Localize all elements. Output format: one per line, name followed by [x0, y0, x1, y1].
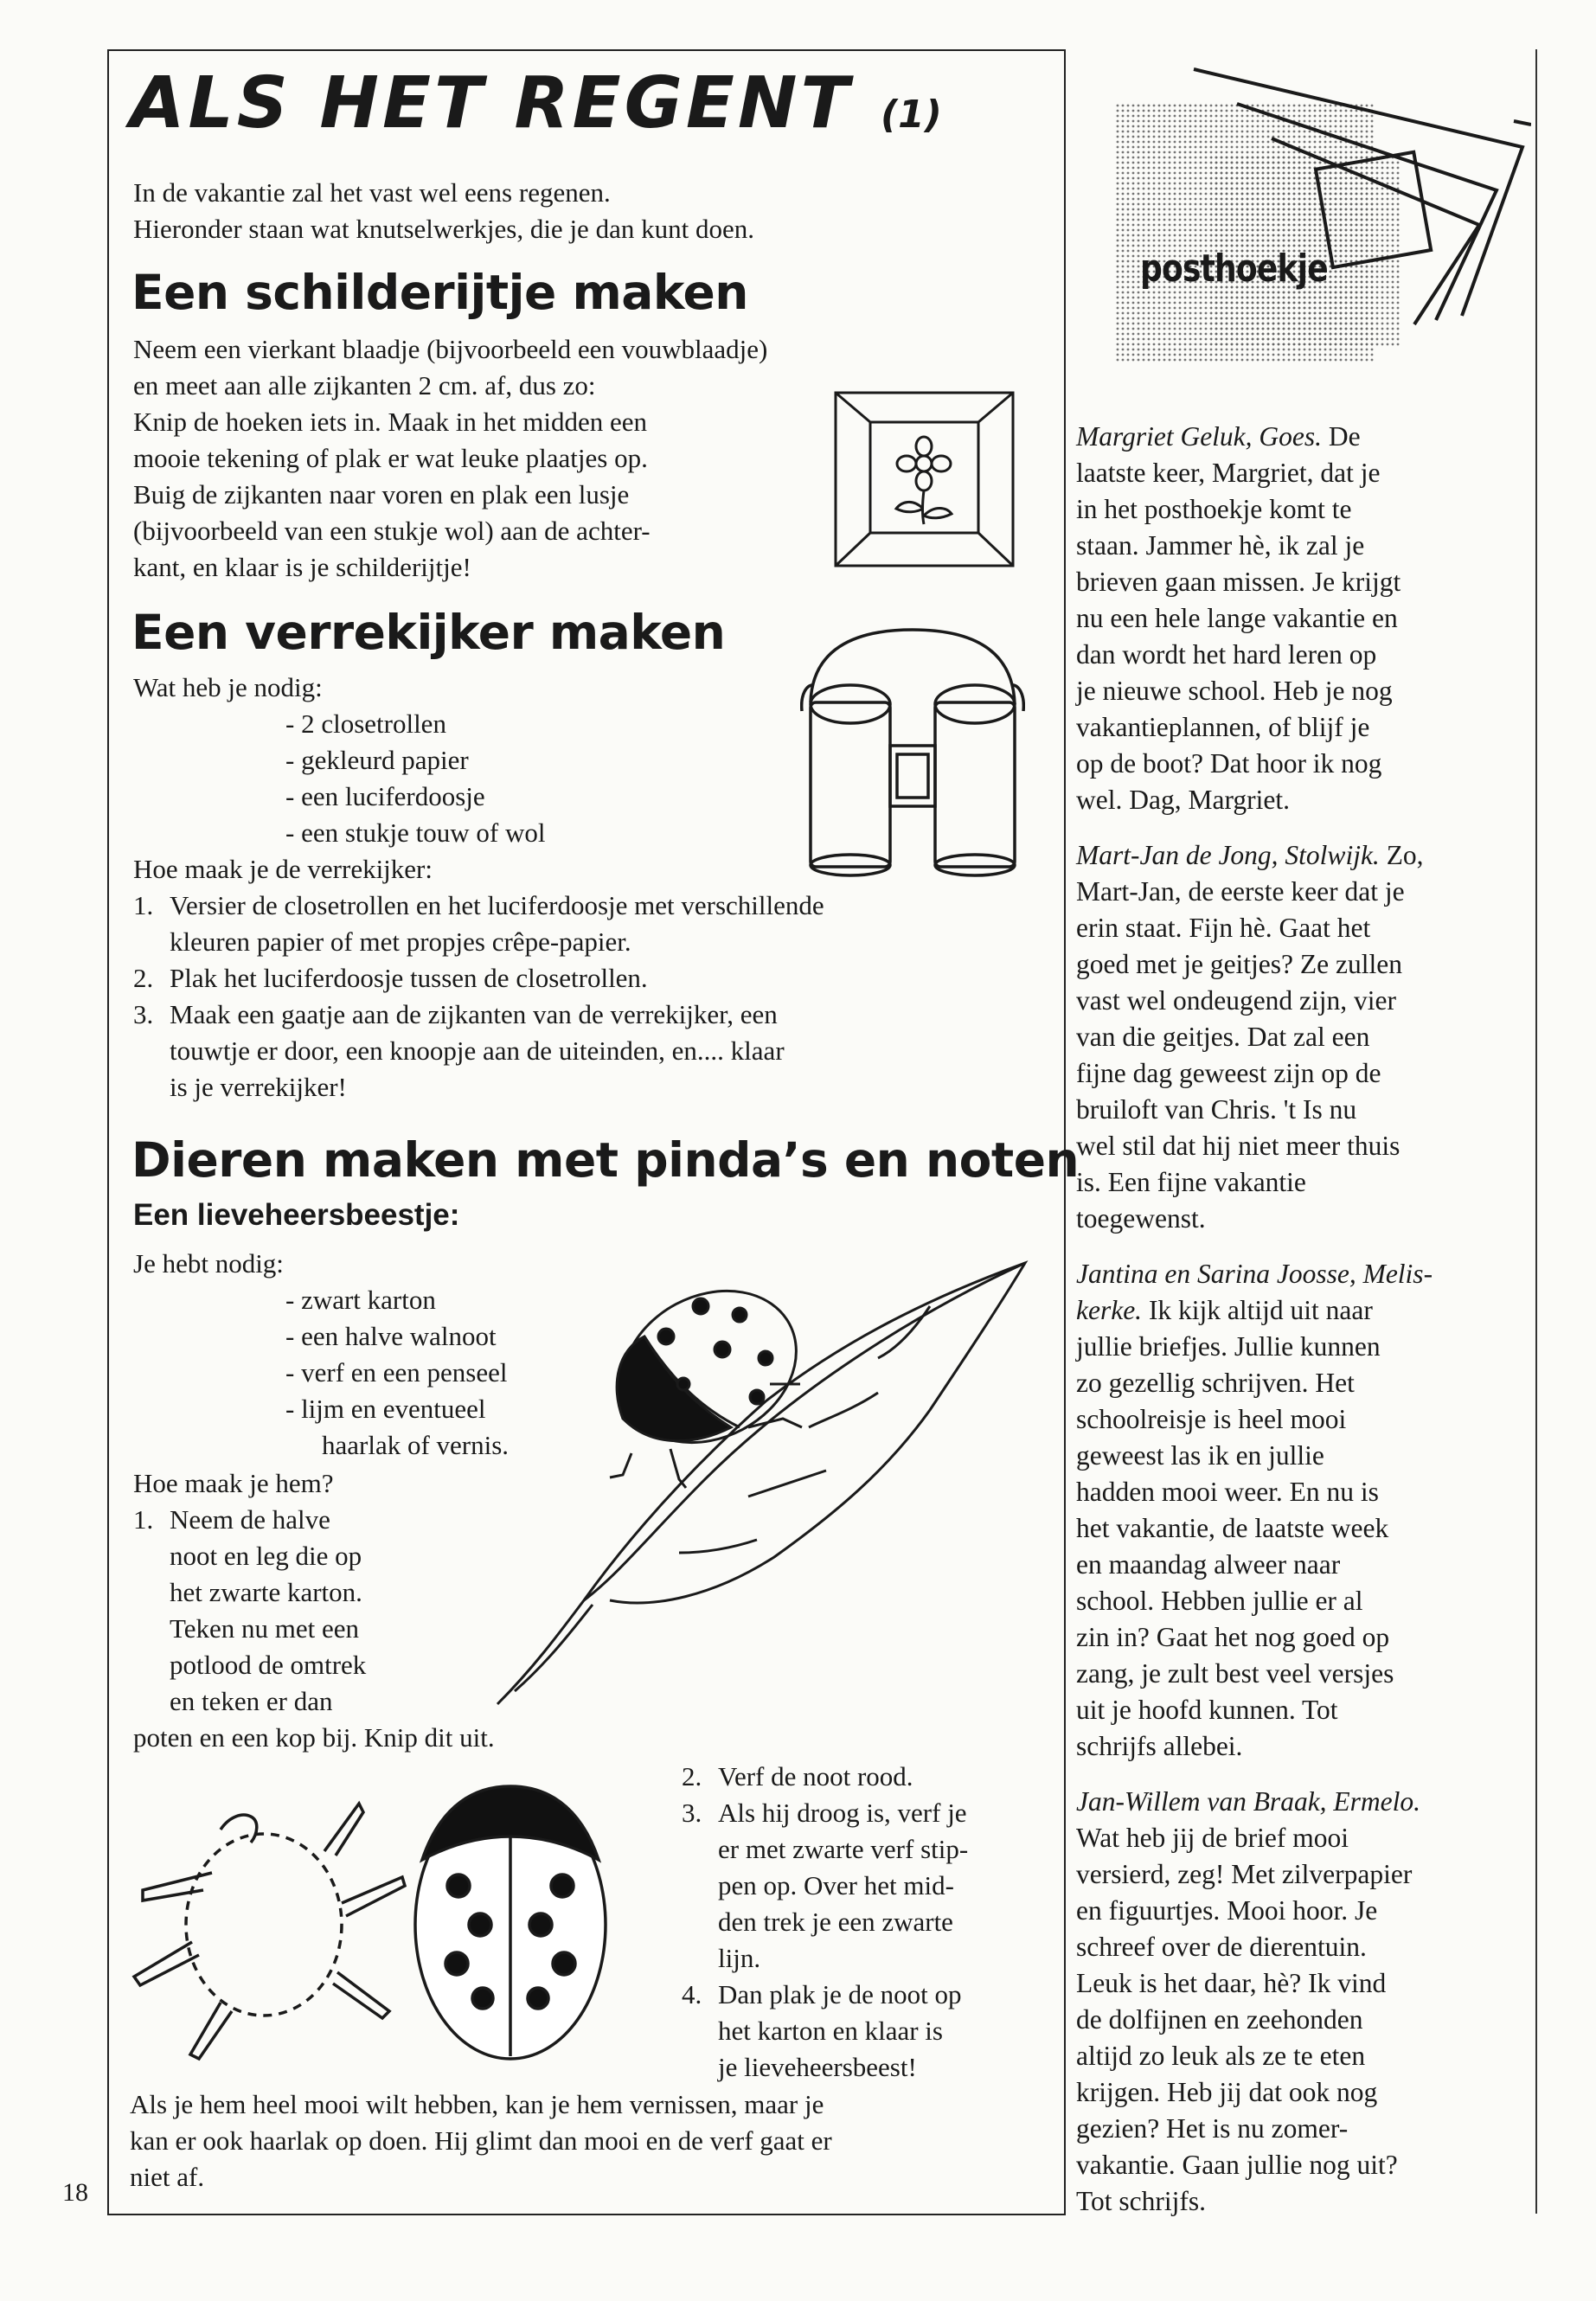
- text-line: hadden mooi weer. En nu is: [1076, 1477, 1379, 1507]
- text-line: altijd zo leuk als ze te eten: [1076, 2041, 1366, 2071]
- materials-list: [285, 706, 545, 851]
- section-heading-dieren: Dieren maken met pinda’s en noten: [131, 1132, 1080, 1188]
- text-line: en teken er dan: [170, 1686, 333, 1716]
- text-line: jullie briefjes. Jullie kunnen: [1076, 1331, 1381, 1362]
- letter-entry: [1076, 837, 1526, 1237]
- letter-entry: [1076, 1784, 1526, 2220]
- list-item: - een luciferdoosje: [285, 781, 485, 811]
- text-line: wel. Dag, Margriet.: [1076, 785, 1290, 815]
- closing-text: [130, 2086, 1029, 2195]
- text-line: Plak het luciferdoosje tussen de closetrollen.: [170, 963, 648, 993]
- text-line: schoolreisje is heel mooi: [1076, 1404, 1347, 1434]
- list-item: [682, 1977, 1045, 2086]
- step-number: 2.: [133, 963, 154, 993]
- text-line: je nieuwe school. Heb je nog: [1076, 676, 1393, 706]
- text-line: noot en leg die op: [170, 1541, 362, 1571]
- text-line: potlood de omtrek: [170, 1650, 367, 1680]
- text-line: van die geitjes. Dat zal een: [1076, 1022, 1370, 1052]
- list-item: - een stukje touw of wol: [285, 817, 546, 848]
- list-item: - verf en een penseel: [285, 1357, 508, 1388]
- letter-entry: [1076, 1256, 1526, 1765]
- right-column-rule: [1535, 49, 1537, 2214]
- text-line: versierd, zeg! Met zilverpapier: [1076, 1859, 1413, 1889]
- step-number: 4.: [682, 1979, 702, 2009]
- text-line: wel stil dat hij niet meer thuis: [1076, 1131, 1401, 1161]
- how-label: Hoe maak je hem?: [133, 1468, 334, 1498]
- list-item: [133, 997, 1033, 1106]
- text-line: toegewenst.: [1076, 1203, 1206, 1234]
- list-item: haarlak of vernis.: [322, 1430, 510, 1460]
- text-line: Neem een vierkant blaadje (bijvoorbeeld een vouwblaadje): [133, 334, 768, 364]
- text-line: geweest las ik en jullie: [1076, 1440, 1324, 1471]
- list-item: - gekleurd papier: [285, 745, 469, 775]
- binoculars-illustration: [800, 625, 1025, 884]
- step-number: 2.: [682, 1761, 702, 1791]
- subheading-lieveheersbeestje: Een lieveheersbeestje:: [133, 1198, 460, 1232]
- section-text-schilderij: [133, 331, 808, 586]
- list-item: - een halve walnoot: [285, 1321, 497, 1351]
- text-line: vast wel ondeugend zijn, vier: [1076, 985, 1397, 1016]
- text-line: Mart-Jan, de eerste keer dat je: [1076, 876, 1405, 907]
- text-line: de dolfijnen en zeehonden: [1076, 2004, 1363, 2035]
- text-line: Ik kijk altijd uit naar: [1148, 1295, 1373, 1325]
- text-line: Teken nu met een: [170, 1613, 360, 1644]
- list-item: - zwart karton: [285, 1285, 436, 1315]
- step-number: 1.: [133, 890, 154, 920]
- text-line: Versier de closetrollen en het luciferdoosje met verschillende: [170, 890, 824, 920]
- text-line: Neem de halve: [170, 1504, 330, 1535]
- text-line: poten en een kop bij. Knip dit uit.: [133, 1722, 495, 1753]
- letter-author: kerke.: [1076, 1295, 1143, 1325]
- text-line: het vakantie, de laatste week: [1076, 1513, 1389, 1543]
- text-line: is. Een fijne vakantie: [1076, 1167, 1306, 1197]
- page-title-suffix: (1): [881, 93, 942, 137]
- text-line: bruiloft van Chris. 't Is nu: [1076, 1094, 1357, 1125]
- text-line: zo gezellig schrijven. Het: [1076, 1368, 1355, 1398]
- text-line: De: [1328, 421, 1361, 452]
- intro-line: Hieronder staan wat knutselwerkjes, die je dan kunt doen.: [133, 214, 754, 244]
- letter-author: Jan-Willem van Braak, Ermelo.: [1076, 1786, 1421, 1817]
- text-line: laatste keer, Margriet, dat je: [1076, 458, 1381, 488]
- text-line: dan wordt het hard leren op: [1076, 639, 1377, 670]
- posthoekje-envelope-graphic: [1116, 52, 1531, 385]
- ladybug-on-leaf-illustration: [480, 1254, 1034, 1721]
- materials-list: [285, 1282, 509, 1464]
- letter-author: Jantina en Sarina Joosse, Melis-: [1076, 1259, 1433, 1289]
- text-line: het zwarte karton.: [170, 1577, 362, 1607]
- picture-frame-illustration: [830, 388, 1021, 574]
- text-line: erin staat. Fijn hè. Gaat het: [1076, 913, 1371, 943]
- text-line: Zo,: [1386, 840, 1424, 870]
- text-line: Dan plak je de noot op: [718, 1979, 962, 2009]
- text-line: vakantie. Gaan jullie nog uit?: [1076, 2150, 1398, 2180]
- text-line: kleuren papier of met propjes crêpe-papier.: [170, 926, 631, 957]
- letter-author: Margriet Geluk, Goes.: [1076, 421, 1323, 452]
- text-line: in het posthoekje komt te: [1076, 494, 1352, 524]
- text-line: op de boot? Dat hoor ik nog: [1076, 748, 1382, 779]
- list-item: [133, 888, 1033, 960]
- posthoekje-title: posthoekje: [1140, 247, 1328, 291]
- text-line: Verf de noot rood.: [718, 1761, 913, 1791]
- text-line: en figuurtjes. Mooi hoor. Je: [1076, 1895, 1378, 1926]
- list-item: [682, 1795, 1045, 1977]
- text-line: mooie tekening of plak er wat leuke plaatjes op.: [133, 443, 648, 473]
- text-line: krijgen. Heb jij dat ook nog: [1076, 2077, 1378, 2107]
- page-title-text: ALS HET REGENT: [130, 62, 853, 144]
- text-line: brieven gaan missen. Je krijgt: [1076, 567, 1401, 597]
- posthoekje-column: [1076, 419, 1526, 2239]
- step-1: [133, 1502, 495, 1756]
- text-line: zang, je zult best veel versjes: [1076, 1658, 1394, 1689]
- text-line: fijne dag geweest zijn op de: [1076, 1058, 1381, 1088]
- text-line: kant, en klaar is je schilderijtje!: [133, 552, 471, 582]
- text-line: Wat heb jij de brief mooi: [1076, 1823, 1349, 1853]
- letter-author: Mart-Jan de Jong, Stolwijk.: [1076, 840, 1380, 870]
- text-line: goed met je geitjes? Ze zullen: [1076, 949, 1402, 979]
- text-line: het karton en klaar is: [718, 2016, 943, 2046]
- page-number: 18: [62, 2178, 88, 2207]
- list-item: - 2 closetrollen: [285, 708, 446, 739]
- text-line: touwtje er door, een knoopje aan de uiteinden, en.... klaar: [170, 1035, 785, 1066]
- step-number: 3.: [682, 1798, 702, 1828]
- text-line: en maandag alweer naar: [1076, 1549, 1341, 1580]
- page-title: [130, 62, 942, 144]
- ladybug-cutout-illustrations: [130, 1778, 666, 2067]
- letter-entry: [1076, 419, 1526, 818]
- section-heading-schilderij: Een schilderijtje maken: [131, 265, 748, 320]
- text-line: den trek je een zwarte: [718, 1907, 953, 1937]
- text-line: Tot schrijfs.: [1076, 2186, 1207, 2216]
- text-line: Knip de hoeken iets in. Maak in het midden een: [133, 407, 648, 437]
- text-line: schreef over de dierentuin.: [1076, 1932, 1367, 1962]
- list-item: [133, 960, 1033, 997]
- text-line: Buig de zijkanten naar voren en plak een lusje: [133, 479, 630, 510]
- intro: [133, 175, 754, 247]
- text-line: vakantieplannen, of blijf je: [1076, 712, 1370, 742]
- text-line: en meet aan alle zijkanten 2 cm. af, dus zo:: [133, 370, 596, 401]
- text-line: Als je hem heel mooi wilt hebben, kan je hem vernissen, maar je: [130, 2089, 824, 2119]
- steps-list-right: [682, 1759, 1045, 2086]
- text-line: er met zwarte verf stip-: [718, 1834, 969, 1864]
- text-line: uit je hoofd kunnen. Tot: [1076, 1695, 1338, 1725]
- need-label: Je hebt nodig:: [133, 1248, 284, 1279]
- text-line: gezien? Het is nu zomer-: [1076, 2113, 1349, 2144]
- need-label: Wat heb je nodig:: [133, 672, 323, 702]
- text-line: nu een hele lange vakantie en: [1076, 603, 1398, 633]
- list-item: [682, 1759, 1045, 1795]
- text-line: Als hij droog is, verf je: [718, 1798, 967, 1828]
- step-number: 1.: [133, 1504, 154, 1535]
- text-line: niet af.: [130, 2162, 205, 2192]
- text-line: Leuk is het daar, hè? Ik vind: [1076, 1968, 1387, 1998]
- text-line: kan er ook haarlak op doen. Hij glimt dan mooi en de verf gaat er: [130, 2125, 832, 2156]
- text-line: lijn.: [718, 1943, 761, 1973]
- steps-list: [133, 888, 1033, 1106]
- text-line: schrijfs allebei.: [1076, 1731, 1243, 1761]
- intro-line: In de vakantie zal het vast wel eens regenen.: [133, 177, 611, 208]
- text-line: pen op. Over het mid-: [718, 1870, 954, 1900]
- text-line: je lieveheersbeest!: [718, 2052, 917, 2082]
- section-heading-verrekijker: Een verrekijker maken: [131, 605, 726, 660]
- text-line: staan. Jammer hè, ik zal je: [1076, 530, 1365, 561]
- step-number: 3.: [133, 999, 154, 1029]
- text-line: (bijvoorbeeld van een stukje wol) aan de achter-: [133, 516, 651, 546]
- how-label: Hoe maak je de verrekijker:: [133, 854, 433, 884]
- list-item: - lijm en eventueel: [285, 1394, 486, 1424]
- text-line: school. Hebben jullie er al: [1076, 1586, 1363, 1616]
- text-line: is je verrekijker!: [170, 1072, 347, 1102]
- text-line: zin in? Gaat het nog goed op: [1076, 1622, 1390, 1652]
- text-line: Maak een gaatje aan de zijkanten van de verrekijker, een: [170, 999, 778, 1029]
